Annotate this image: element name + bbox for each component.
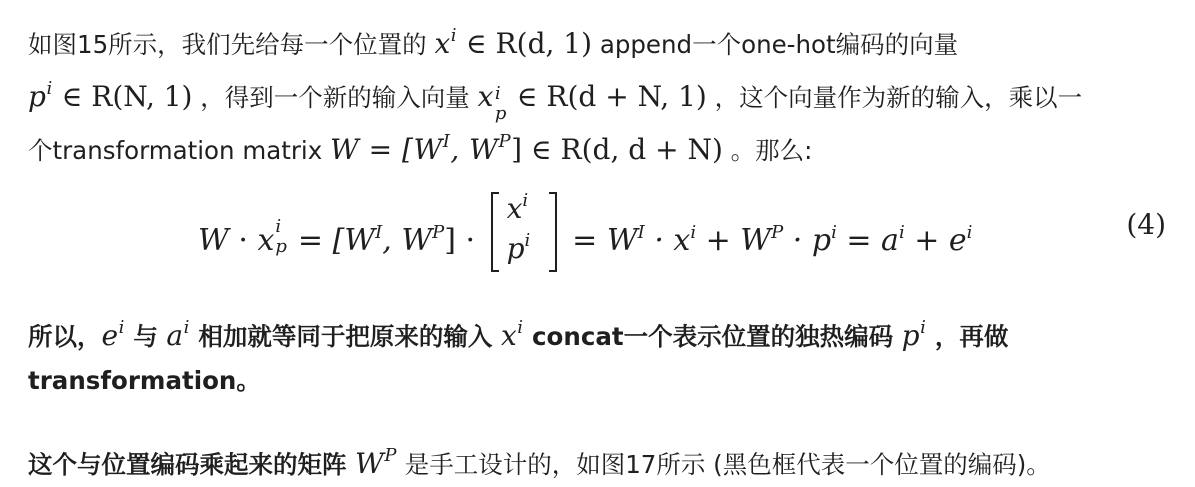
intro-line-2 bbox=[28, 67, 1178, 124]
conclusion-line-2: transformation。 bbox=[28, 366, 261, 395]
math-W-matrix: $W = [W^I$, $W^P$ bbox=[330, 131, 512, 166]
math-e: $e^i$ bbox=[101, 317, 125, 352]
display-equation: W · x i p = [$W^I$, $W^P$] · $x^i$ $p^i$ = $W^I \cdot x^i + W^P \cdot p^i = a^i + e^i$ bbox=[198, 202, 972, 282]
conclusion-paragraph bbox=[28, 306, 1008, 403]
equation-number: (4) bbox=[1126, 208, 1166, 241]
text-segment: append一个one-hot编码的向量 bbox=[592, 30, 959, 59]
math-a: $a^i$ bbox=[166, 317, 190, 352]
math-p: $p^i$ bbox=[901, 317, 927, 352]
math-expression: ∈ R(d, 1) bbox=[457, 27, 593, 60]
text-segment: ，得到一个新的输入向量 bbox=[192, 83, 478, 112]
column-vector: $x^i$ $p^i$ bbox=[491, 192, 557, 272]
math-expression: ∈ R(N, 1) bbox=[52, 80, 193, 113]
text-segment: 。那么: bbox=[722, 136, 813, 165]
math-expression: ∈ R(d + N, 1) bbox=[507, 80, 707, 113]
document-body bbox=[28, 14, 1178, 480]
note-line: 这个与位置编码乘起来的矩阵 $W^P$ 是手工设计的，如图17所示 (黑色框代表一个位置的编码)。 bbox=[28, 445, 1051, 480]
math-expression: ] ∈ R(d, d + N) bbox=[511, 133, 723, 166]
math-x: $x^i$ bbox=[434, 25, 458, 60]
note-paragraph bbox=[28, 434, 1051, 487]
intro-line-1 bbox=[28, 14, 1178, 67]
text-segment: 如图15所示，我们先给每一个位置的 bbox=[28, 30, 435, 59]
text-segment: ，这个向量作为新的输入，乘以一 bbox=[706, 83, 1083, 112]
intro-paragraph bbox=[28, 14, 1178, 173]
conclusion-line-1: 所以，$e^i$ 与 $a^i$ 相加就等同于把原来的输入 $x^i$ concat一个表示位置的独热编码 $p^i$ ，再做 bbox=[28, 317, 1009, 352]
math-p: $p^i$ bbox=[28, 78, 53, 113]
math-WP: $W^P$ bbox=[355, 445, 397, 480]
equation-block bbox=[28, 174, 1178, 274]
math-x: $x^i$ bbox=[500, 317, 524, 352]
math-xp: x i p bbox=[477, 80, 507, 124]
text-segment: 个transformation matrix bbox=[28, 136, 330, 165]
intro-line-3 bbox=[28, 120, 1178, 173]
